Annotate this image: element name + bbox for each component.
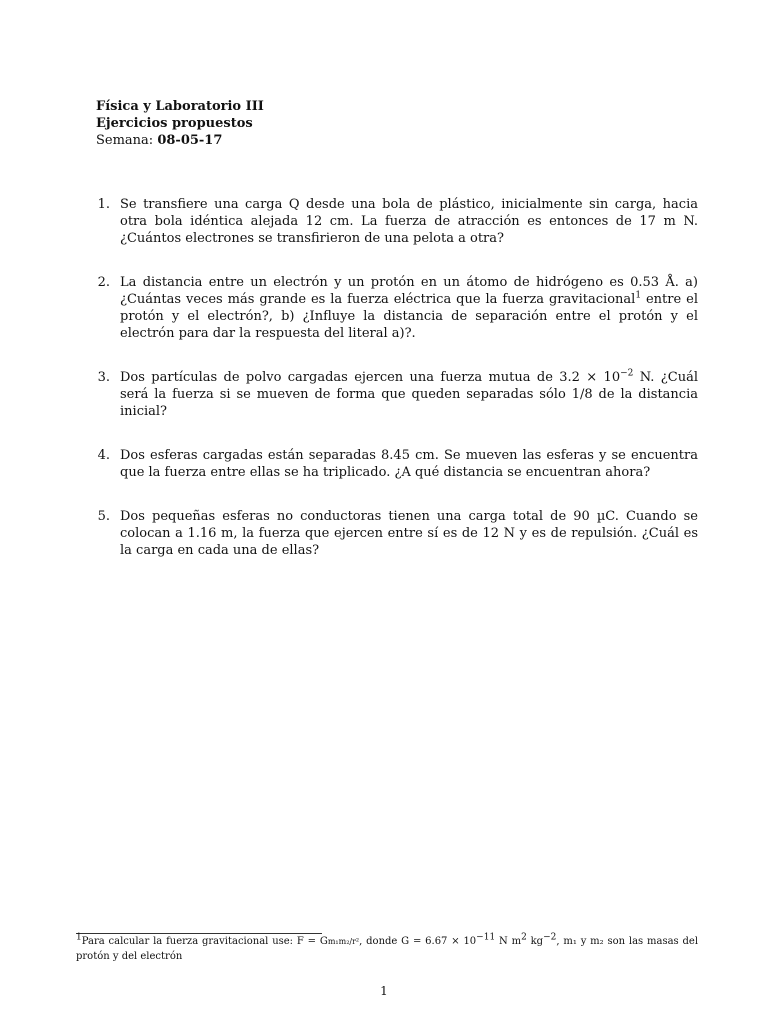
footnote-fraction: m₁m₂/r² bbox=[327, 937, 360, 946]
problem-text bbox=[110, 508, 698, 559]
problem-number: 2. bbox=[97, 275, 110, 290]
footnote-exponent: −11 bbox=[476, 932, 496, 943]
footnote-exponent: 2 bbox=[521, 932, 527, 943]
problem-text bbox=[110, 196, 698, 247]
footnote-text: , donde G = 6.67 × 10 bbox=[359, 936, 477, 947]
problem-text-part: La distancia entre un electrón y un protón en un átomo de hidrógeno es 0.53 Å. a) ¿Cuántas veces más grande es la fuerza eléctrica que la fuerza gravitacional bbox=[120, 275, 698, 307]
problem-list bbox=[88, 196, 698, 586]
footnote-text: Para calcular la fuerza gravitacional use: F = G bbox=[81, 936, 328, 947]
problem-text bbox=[110, 369, 698, 420]
problem-text-part: entre el protón y el electrón?, b) ¿Influye la distancia de separación entre el protón y el electrón para dar la respuesta del literal a)?. bbox=[120, 292, 698, 341]
problem-2 bbox=[88, 274, 698, 342]
course-title: Física y Laboratorio III bbox=[96, 99, 264, 114]
problem-number: 1. bbox=[97, 197, 110, 212]
footnote-marker: 1 bbox=[76, 932, 82, 943]
footnote-text: kg bbox=[526, 936, 544, 947]
footnote-text: N m bbox=[495, 936, 522, 947]
problem-text-part: Dos partículas de polvo cargadas ejercen una fuerza mutua de 3.2 × 10 bbox=[120, 370, 621, 385]
exponent: −2 bbox=[620, 368, 634, 379]
problem-4 bbox=[88, 447, 698, 481]
problem-text bbox=[110, 274, 698, 342]
document-subtitle: Ejercicios propuestos bbox=[96, 116, 253, 131]
footnote-ref: 1 bbox=[635, 290, 642, 301]
problem-1 bbox=[88, 196, 698, 247]
footnote bbox=[76, 934, 698, 964]
problem-5 bbox=[88, 508, 698, 559]
document-header bbox=[96, 98, 264, 149]
week-label: Semana: bbox=[96, 133, 154, 148]
problem-number: 3. bbox=[97, 370, 110, 385]
footnote-text: , m₁ y m₂ son las masas del protón y del electrón bbox=[76, 936, 699, 962]
problem-number: 5. bbox=[97, 509, 110, 524]
problem-3 bbox=[88, 369, 698, 420]
week-value: 08-05-17 bbox=[157, 133, 223, 148]
problem-text-part: N. ¿Cuál será la fuerza si se mueven de forma que queden separadas sólo 1/8 de la distancia inicial? bbox=[120, 370, 698, 419]
problem-text-part: Dos pequeñas esferas no conductoras tienen una carga total de 90 µC. Cuando se colocan a 1.16 m, la fuerza que ejercen entre sí es de 12 N y es de repulsión. ¿Cuál es la carga en cada una de ellas? bbox=[120, 509, 698, 558]
problem-text-part: Dos esferas cargadas están separadas 8.45 cm. Se mueven las esferas y se encuentra que la fuerza entre ellas se ha triplicado. ¿A qué distancia se encuentran ahora? bbox=[120, 448, 698, 480]
week-line bbox=[96, 132, 264, 149]
page-number: 1 bbox=[380, 984, 388, 998]
problem-number: 4. bbox=[97, 448, 110, 463]
problem-text-part: Se transfiere una carga Q desde una bola de plástico, inicialmente sin carga, hacia otra bola idéntica alejada 12 cm. La fuerza de atracción es entonces de 17 m N. ¿Cuántos electrones se transfirieron de una pelota a otra? bbox=[120, 197, 698, 246]
footnote-exponent: −2 bbox=[543, 932, 557, 943]
problem-text bbox=[110, 447, 698, 481]
